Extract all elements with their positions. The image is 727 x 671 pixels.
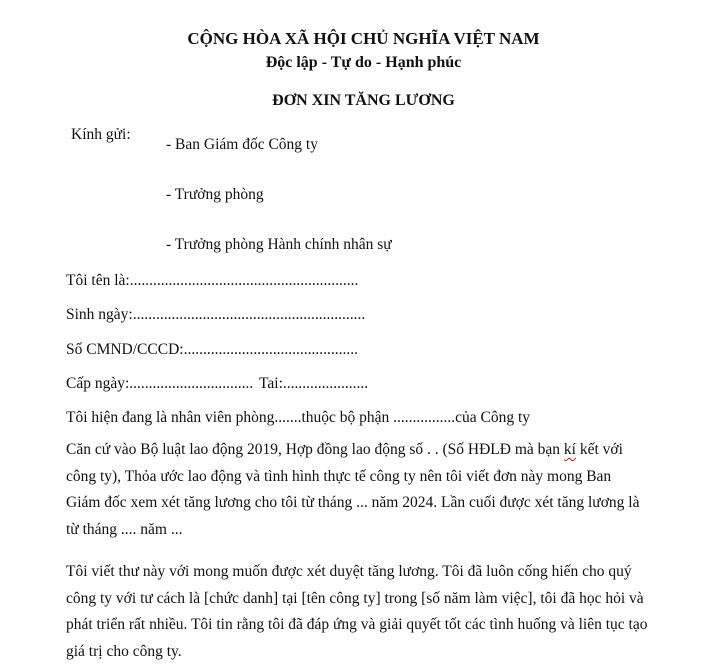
- motto-heading: Độc lập - Tự do - Hạnh phúc: [265, 54, 462, 71]
- document-title: ĐƠN XIN TĂNG LƯƠNG: [272, 92, 455, 109]
- field-issue-date: Cấp ngày:................................: [66, 375, 254, 392]
- paragraph-line: [66, 437, 666, 464]
- spellcheck-word: kí: [563, 441, 576, 458]
- paragraph-line: Giám đốc xem xét tăng lương cho tôi từ tháng ... năm 2024. Lần cuối được xét tăng lương là: [66, 494, 640, 511]
- field-name: Tôi tên là:...........................................................: [66, 272, 359, 289]
- text-run: Căn cứ vào Bộ luật lao động 2019, Hợp đồng lao động số . . (Số HĐLĐ mà bạn: [66, 441, 564, 458]
- paragraph-line: phát triển rất nhiều. Tôi tin rằng tôi đã đáp ứng và giải quyết tốt các tình huống và liên tục tạo: [66, 616, 648, 633]
- field-issue-place: Tai:......................: [259, 375, 369, 392]
- text-run: kết với: [575, 441, 623, 458]
- recipient-item: - Ban Giám đốc Công ty: [166, 136, 318, 153]
- field-employment: Tôi hiện đang là nhân viên phòng.......thuộc bộ phận ................của Công ty: [66, 409, 531, 426]
- paragraph-line: từ tháng .... năm ...: [66, 520, 183, 538]
- recipient-item: - Trưởng phòng Hành chính nhân sự: [166, 236, 392, 253]
- paragraph-line: công ty với tư cách là [chức danh] tại [tên công ty] trong [số năm làm việc], tôi đã học hỏi và: [66, 589, 644, 607]
- recipient-item: - Trưởng phòng: [166, 186, 264, 203]
- field-birth-date: Sinh ngày:............................................................: [66, 306, 366, 323]
- paragraph-line: công ty), Thỏa ước lao động và tình hình thực tế công ty nên tôi viết đơn này mong Ban: [66, 467, 612, 485]
- field-id-number: Số CMND/CCCD:.............................................: [66, 341, 358, 358]
- paragraph-line: giá trị cho công ty.: [66, 642, 182, 660]
- nation-heading: CỘNG HÒA XÃ HỘI CHỦ NGHĨA VIỆT NAM: [187, 29, 540, 48]
- paragraph-request: [66, 559, 666, 665]
- paragraph-basis: [66, 437, 666, 543]
- paragraph-line: Tôi viết thư này với mong muốn được xét duyệt tăng lương. Tôi đã luôn cống hiến cho quý: [66, 563, 632, 580]
- recipients-label: Kính gửi:: [71, 126, 131, 143]
